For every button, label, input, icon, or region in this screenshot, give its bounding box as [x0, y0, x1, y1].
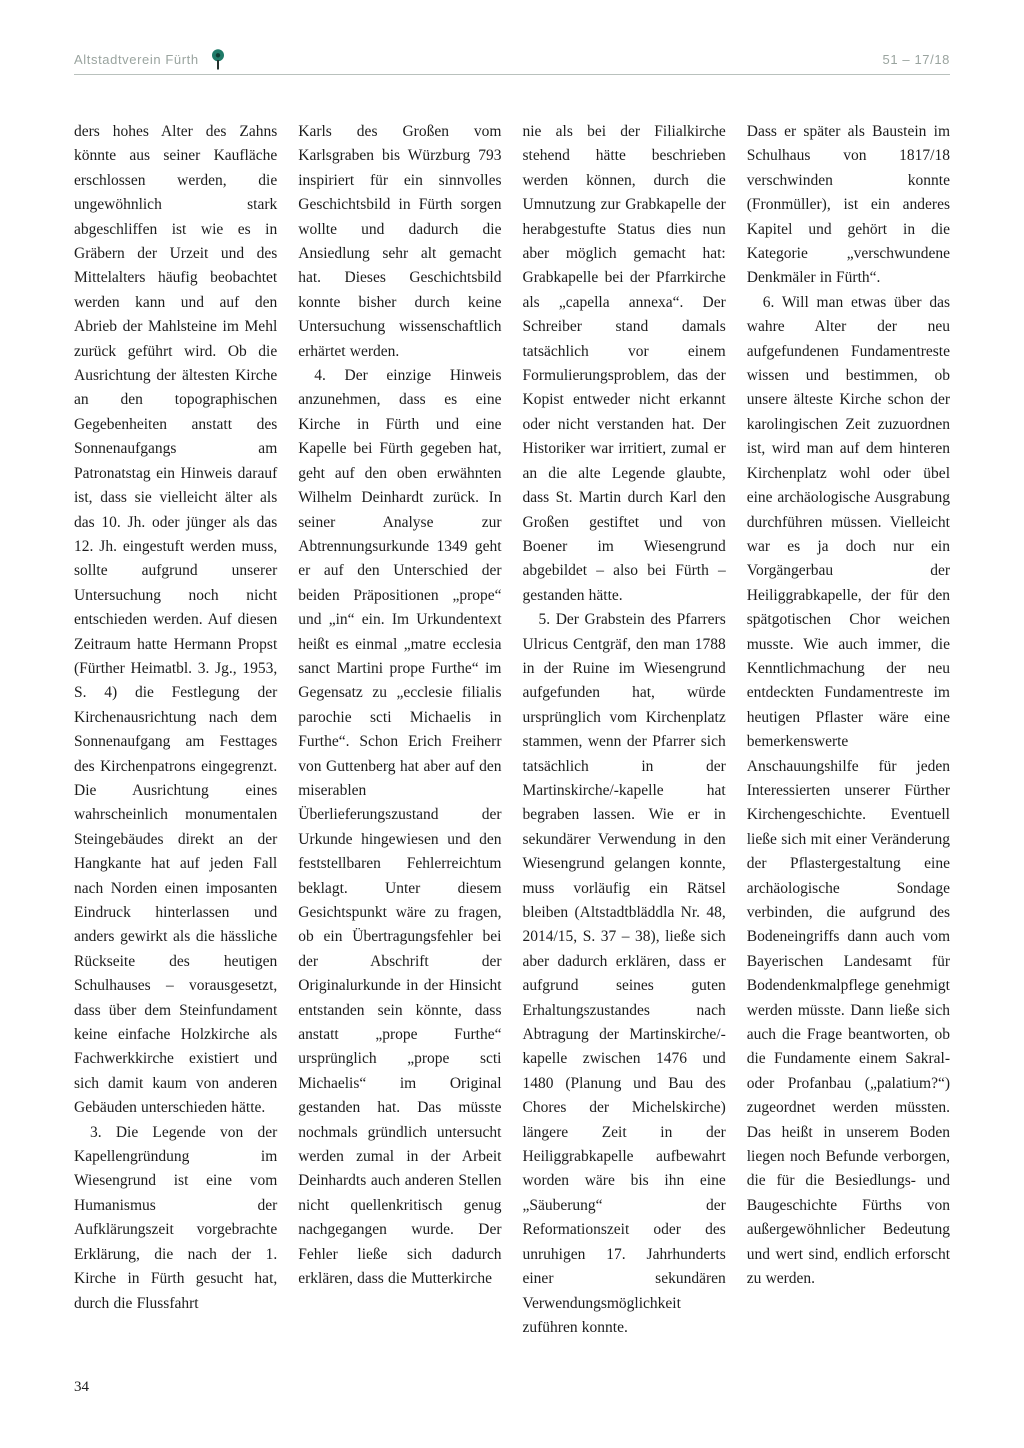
text-column-1 [74, 120, 277, 1340]
paragraph: nie als bei der Filialkirche stehend hätte beschrieben werden können, durch die Umnutzung zur Grabkapelle der herabgestufte Status dies nun aber möglich gemacht hat: Grabkapelle bei der Pfarrkirche als „capella annexa“. Der Schreiber stand damals tatsächlich vor einem Formulierungsproblem, das der Kopist entweder nicht erkannt oder nicht verstanden hat. Der Historiker war irritiert, zumal er an die alte Legende glaubte, dass St. Martin durch Karl den Großen gestiftet und von Boener im Wiesengrund abgebildet – also bei Fürth – gestanden hätte. [522, 123, 726, 604]
text-column-3 [523, 120, 726, 1340]
paragraph: Karls des Großen vom Karlsgraben bis Würzburg 793 inspiriert für ein sinnvolles Geschichtsbild in Fürth sorgen wollte und dadurch die Ansiedlung sehr alt gemacht hat. Dieses Geschichtsbild konnte bisher durch keine Untersuchung wissenschaftlich erhärtet werden. [298, 123, 502, 360]
tree-icon [211, 49, 225, 70]
text-column-2 [298, 120, 501, 1340]
page-number: 34 [74, 1379, 89, 1395]
article-body [74, 120, 950, 1340]
paragraph: 3. Die Legende von der Kapellengründung im Wiesengrund ist eine vom Humanismus der Aufklärungszeit vorgebrachte Erklärung, die nach der 1. Kirche in Fürth gesucht hat, durch die Flussfahrt [74, 1123, 278, 1312]
paragraph: 6. Will man etwas über das wahre Alter der neu aufgefundenen Fundamentreste wissen und bestimmen, ob unsere älteste Kirche schon der karolingischen Zeit zuzuordnen ist, wird man auf dem hinteren Kirchenplatz wohl oder übel eine archäologische Ausgrabung durchführen müssen. Vielleicht war es ja doch nur ein Vorgängerbau der Heiliggrabkapelle, der für den spätgotischen Chor weichen musste. Wie auch immer, die Kenntlichmachung der neu entdeckten Fundamentreste im heutigen Pflaster wäre eine bemerkenswerte Anschauungshilfe für jeden Interessierten unserer Fürther Kirchengeschichte. Eventuell ließe sich mit einer Veränderung der Pflastergestaltung eine archäologische Sondage verbinden, die aufgrund des Bodeneingriffs dann auch vom Bayerischen Landesamt für Bodendenkmalpflege genehmigt werden müsste. Dann ließe sich auch die Frage beantworten, ob die Fundamente einem Sakral- oder Profanbau („palatium?“) zugeordnet werden müssten. Das heißt in unserem Boden liegen noch Befunde verborgen, die für die Besiedlungs- und Baugeschichte Fürths von außergewöhnlicher Bedeutung und wert sind, endlich erforscht zu werden. [746, 293, 950, 1288]
paragraph: Dass er später als Baustein im Schulhaus von 1817/18 verschwinden konnte (Fronmüller), ist ein anderes Kapitel und gehört in die Kategorie „verschwundene Denkmäler in Fürth“. [746, 123, 950, 287]
text-column-4 [747, 120, 950, 1340]
publication-title: Altstadtverein Fürth [74, 52, 199, 67]
paragraph: 4. Der einzige Hinweis anzunehmen, dass es eine Kirche in Fürth und eine Kapelle bei Fürth gegeben hat, geht auf den oben erwähnten Wilhelm Deinhardt zurück. In seiner Analyse zur Abtrennungsurkunde 1349 geht er auf den Unterschied der beiden Präpositionen „prope“ und „in“ ein. Im Urkundentext heißt es einmal „matre ecclesia sanct Martini prope Furthe“ im Gegensatz zu „ecclesie filialis parochie scti Michaelis in Furthe“. Schon Erich Freiherr von Guttenberg hat aber auf den miserablen Überlieferungszustand der Urkunde hingewiesen und den feststellbaren Fehlerreichtum beklagt. Unter diesem Gesichtspunkt wäre zu fragen, ob ein Übertragungsfehler bei der Abschrift der Originalurkunde in der Hinsicht entstanden sein könnte, dass anstatt „prope Furthe“ ursprünglich „prope scti Michaelis“ im Original gestanden hat. Das müsste nochmals gründlich untersucht werden zumal in der Arbeit Deinhardts auch anderen Stellen nicht quellenkritisch genug nachgegangen wurde. Der Fehler ließe sich dadurch erklären, dass die Mutterkirche [298, 367, 502, 1288]
page-header [74, 46, 950, 75]
paragraph: ders hohes Alter des Zahns könnte aus seiner Kaufläche erschlossen werden, die ungewöhnlich stark abgeschliffen ist wie es in Gräbern der Urzeit und des Mittelalters häufig beobachtet werden kann und auf den Abrieb der Mahlsteine im Mehl zurück geführt wird. Ob die Ausrichtung der ältesten Kirche an den topographischen Gegebenheiten anstatt des Sonnenaufgangs am Patronatstag ein Hinweis darauf ist, dass sie vielleicht älter als das 10. Jh. oder jünger als das 12. Jh. eingestuft werden muss, sollte aufgrund unserer Untersuchung noch nicht entschieden werden. Auf diesen Zeitraum hatte Hermann Propst (Fürther Heimatbl. 3. Jg., 1953, S. 4) die Festlegung der Kirchenausrichtung nach dem Sonnenaufgang am Festtages des Kirchenpatrons eingegrenzt. Die Ausrichtung eines wahrscheinlich monumentalen Steingebäudes direkt an der Hangkante hat auf jeden Fall nach Norden einen imposanten Eindruck hinterlassen und anders gewirkt als die hässliche Rückseite des heutigen Schulhauses – vorausgesetzt, dass über dem Steinfundament keine einfache Holzkirche als Fachwerkkirche existiert und sich damit kaum von anderen Gebäuden unterschieden hätte. [74, 123, 278, 1117]
paragraph: 5. Der Grabstein des Pfarrers Ulricus Centgräf, den man 1788 in der Ruine im Wiesengrund aufgefunden hat, würde ursprünglich vom Kirchenplatz stammen, wenn der Pfarrer sich tatsächlich in der Martinskirche/-kapelle hat begraben lassen. Wie er in sekundärer Verwendung in den Wiesengrund gelangen konnte, muss vorläufig ein Rätsel bleiben (Altstadtbläddla Nr. 48, 2014/15, S. 37 – 38), ließe sich aber dadurch erklären, dass er aufgrund seines guten Erhaltungszustandes nach Abtragung der Martinskirche/-kapelle zwischen 1476 und 1480 (Planung und Bau des Chores der Michelskirche) längere Zeit in der Heiliggrabkapelle aufbewahrt worden wäre bis ihn eine „Säuberung“ der Reformationszeit oder des unruhigen 17. Jahrhunderts einer sekundären Verwendungsmöglichkeit zuführen konnte. [522, 611, 726, 1336]
issue-number: 51 – 17/18 [882, 52, 950, 67]
header-left [74, 46, 225, 67]
